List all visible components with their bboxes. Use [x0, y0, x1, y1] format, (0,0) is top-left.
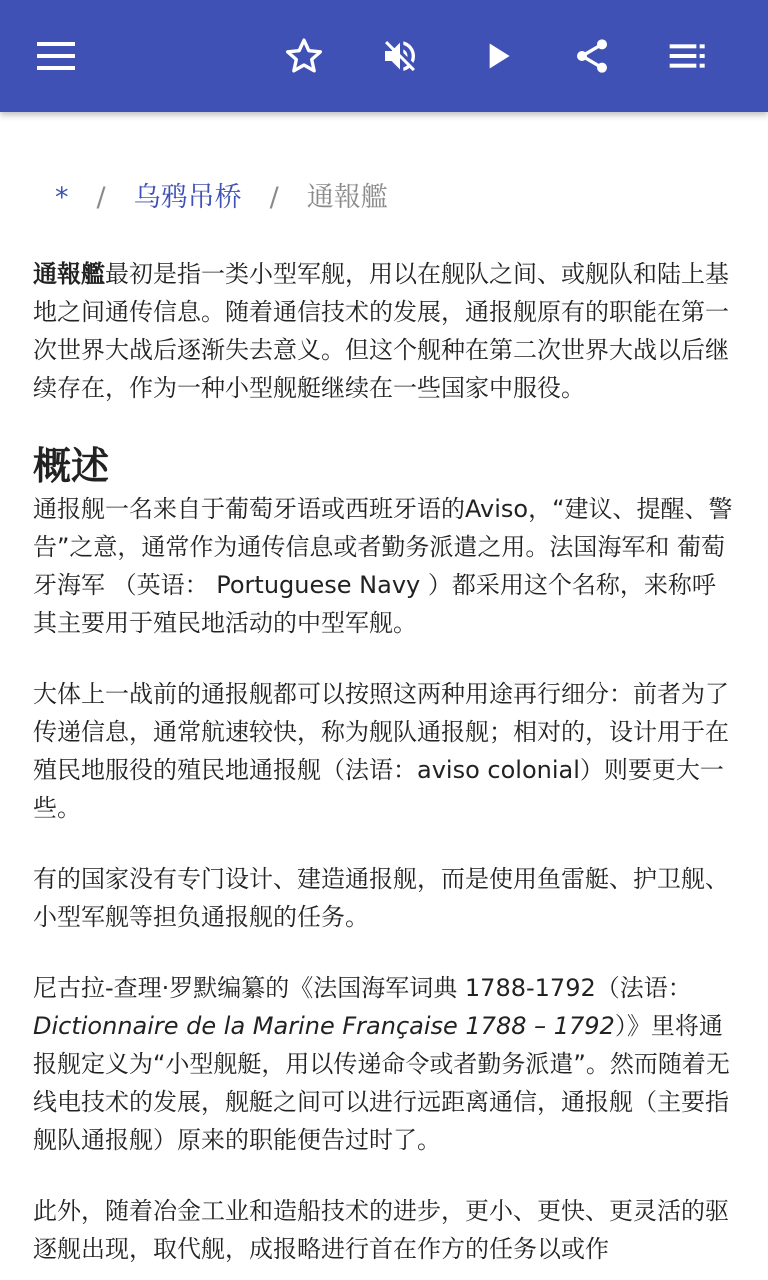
share-icon	[572, 36, 612, 76]
menu-icon	[37, 42, 75, 70]
play-icon	[478, 36, 518, 76]
article-title-term: 通報艦	[33, 260, 105, 288]
star-outline-icon	[284, 36, 324, 76]
breadcrumb-separator: /	[96, 182, 106, 213]
intro-text: 最初是指一类小型军舰，用以在舰队之间、或舰队和陆上基地之间通传信息。随着通信技术的发展，通报舰原有的职能在第一次世界大战后逐渐失去意义。但这个舰种在第二次世界大战以后继续存在，作为一种小型舰艇继续在一些国家中服役。	[33, 260, 729, 402]
breadcrumb-home-link[interactable]: *	[55, 182, 69, 213]
breadcrumb-separator: /	[269, 182, 279, 213]
intro-paragraph	[33, 255, 735, 407]
paragraph: 大体上一战前的通报舰都可以按照这两种用途再行细分：前者为了传递信息，通常航速较快，称为舰队通报舰；相对的，设计用于在殖民地服役的殖民地通报舰（法语：aviso colonial）则要更大一些。	[33, 680, 729, 822]
paragraph: 有的国家没有专门设计、建造通报舰，而是使用鱼雷艇、护卫舰、小型军舰等担负通报舰的任务。	[33, 865, 729, 931]
paragraph-text: 尼古拉-查理·罗默编纂的《法国海军词典 1788-1792（法语：	[33, 974, 692, 1002]
breadcrumb	[55, 178, 388, 218]
paragraph: 通报舰一名来自于葡萄牙语或西班牙语的Aviso，“建议、提醒、警告”之意，通常作为通传信息或者勤务派遣之用。法国海军和 葡萄牙海军 （英语： Portuguese Navy ）都采用这个名称，来称呼其主要用于殖民地活动的中型军舰。	[33, 495, 733, 637]
mute-button[interactable]	[372, 28, 428, 84]
paragraph-text: ）》里将通报舰定义为“小型舰艇，用以传递命令或者勤务派遣”。然而随着无线电技术的发展，舰艇之间可以进行远距离通信，通报舰（主要指舰队通报舰）原来的职能便告过时了。	[33, 1012, 730, 1154]
share-button[interactable]	[564, 28, 620, 84]
playlist-icon	[668, 36, 708, 76]
play-button[interactable]	[470, 28, 526, 84]
paragraph: 此外，随着冶金工业和造船技术的进步，更小、更快、更灵活的驱逐舰出现，取代舰，成报略进行首在作方的任务以或作	[33, 1197, 729, 1263]
favorite-button[interactable]	[276, 28, 332, 84]
breadcrumb-parent-link[interactable]: 乌鸦吊桥	[133, 182, 242, 213]
breadcrumb-current: 通報艦	[306, 182, 388, 213]
app-toolbar	[0, 0, 768, 112]
volume-off-icon	[380, 36, 420, 76]
article-body	[33, 255, 735, 1280]
section-heading-overview: 概述	[33, 444, 110, 488]
playlist-button[interactable]	[660, 28, 716, 84]
article-content	[0, 112, 768, 1280]
menu-button[interactable]	[28, 28, 84, 84]
paragraph	[33, 969, 735, 1159]
italic-title: Dictionnaire de la Marine Française 1788 – 1792	[33, 1012, 615, 1040]
